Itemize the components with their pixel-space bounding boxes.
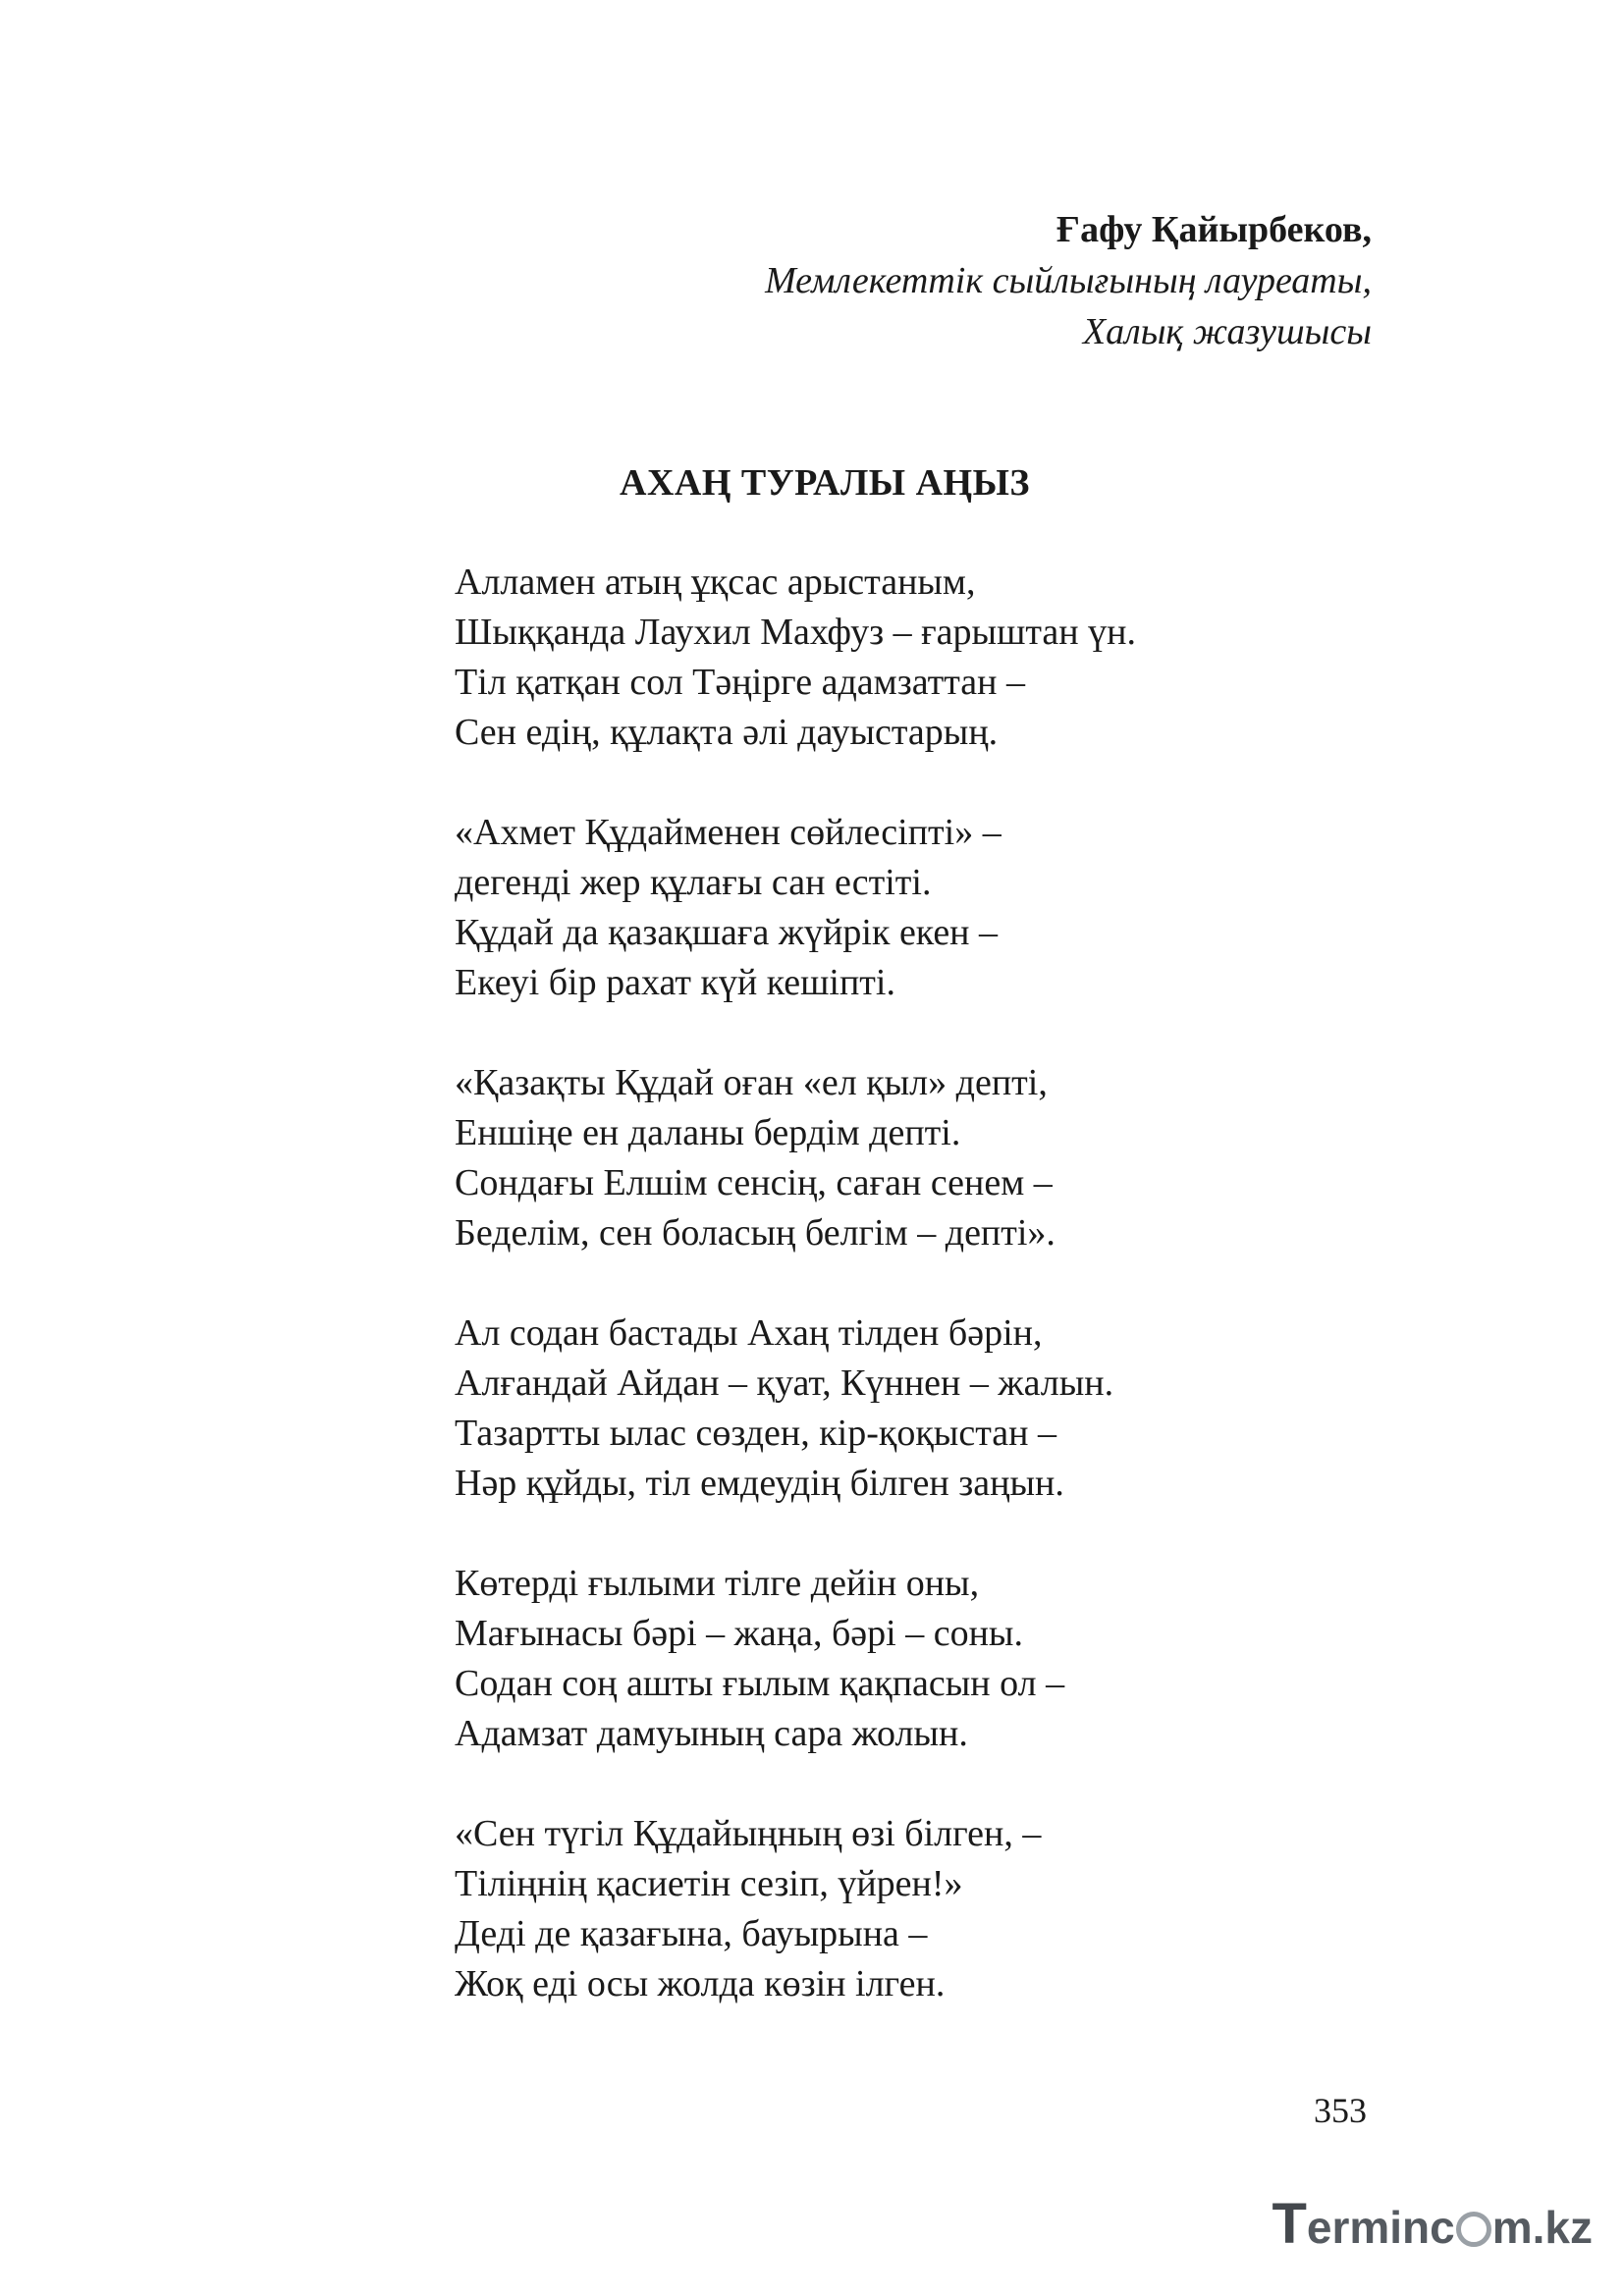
poem-line: Ал содан бастады Ахаң тілден бәрін,: [455, 1312, 1043, 1354]
poem-line: Алғандай Айдан – қуат, Күннен – жалын.: [455, 1362, 1114, 1404]
poem-line: Екеуі бір рахат күй кешіпті.: [455, 962, 895, 1003]
poem-line: Нәр құйды, тіл емдеудің білген заңын.: [455, 1463, 1064, 1504]
stanza-4: [455, 1308, 1136, 1509]
poem-line: Адамзат дамуының сара жолын.: [455, 1713, 968, 1754]
poem-line: Мағынасы бәрі – жаңа, бәрі – соны.: [455, 1613, 1023, 1654]
poem-body: [455, 558, 1136, 2009]
stanza-3: [455, 1058, 1136, 1258]
poem-line: Сондағы Елшім сенсің, саған сенем –: [455, 1162, 1053, 1203]
page-number: 353: [1314, 2091, 1367, 2130]
poem-line: Тіл қатқан сол Тәңірге адамзаттан –: [455, 662, 1025, 703]
poem-line: «Ахмет Құдайменен сөйлесіпті» –: [455, 812, 1001, 853]
watermark-text-start: erminc: [1306, 2202, 1455, 2253]
poem-line: Беделім, сен боласың белгім – депті».: [455, 1212, 1056, 1254]
termincom-watermark-logo: [1272, 2192, 1593, 2257]
poem-title: АХАҢ ТУРАЛЫ АҢЫЗ: [620, 462, 1030, 504]
author-name: Ғафу Қайырбеков,: [1056, 209, 1372, 250]
poem-line: Деді де қазағына, бауырына –: [455, 1913, 928, 1954]
ring-icon: [1456, 2212, 1491, 2247]
poem-line: Алламен атың ұқсас арыстаным,: [455, 561, 976, 603]
stanza-1: [455, 558, 1136, 758]
poem-line: «Сен түгіл Құдайыңның өзі білген, –: [455, 1813, 1042, 1854]
poem-line: Жоқ еді осы жолда көзін ілген.: [455, 1963, 946, 2004]
stanza-6: [455, 1809, 1136, 2009]
author-block: [765, 204, 1372, 357]
poem-line: Құдай да қазақшаға жүйрік екен –: [455, 912, 999, 953]
stanza-5: [455, 1559, 1136, 1759]
poem-line: Содан соң ашты ғылым қақпасын ол –: [455, 1663, 1065, 1704]
poem-line: Сен едің, құлақта әлі дауыстарың.: [455, 712, 999, 753]
poem-line: Тазартты ылас сөзден, кір-қоқыстан –: [455, 1413, 1056, 1454]
poem-line: Көтерді ғылыми тілге дейін оны,: [455, 1563, 980, 1604]
stanza-2: [455, 808, 1136, 1008]
watermark-text-end: m.kz: [1491, 2202, 1593, 2253]
poem-line: Тіліңнің қасиетін сезіп, үйрен!»: [455, 1863, 963, 1904]
author-title-laureate: Мемлекеттік сыйлығының лауреаты,: [765, 260, 1372, 301]
watermark-letter-t: T: [1272, 2192, 1307, 2256]
poem-line: дегенді жер құлағы сан естіті.: [455, 862, 932, 903]
poem-line: Шыққанда Лаухил Махфуз – ғарыштан үн.: [455, 612, 1136, 653]
poem-line: Еншіңе ен даланы бердім депті.: [455, 1112, 961, 1153]
poem-line: «Қазақты Құдай оған «ел қыл» депті,: [455, 1062, 1048, 1103]
author-title-writer: Халық жазушысы: [1082, 311, 1372, 352]
